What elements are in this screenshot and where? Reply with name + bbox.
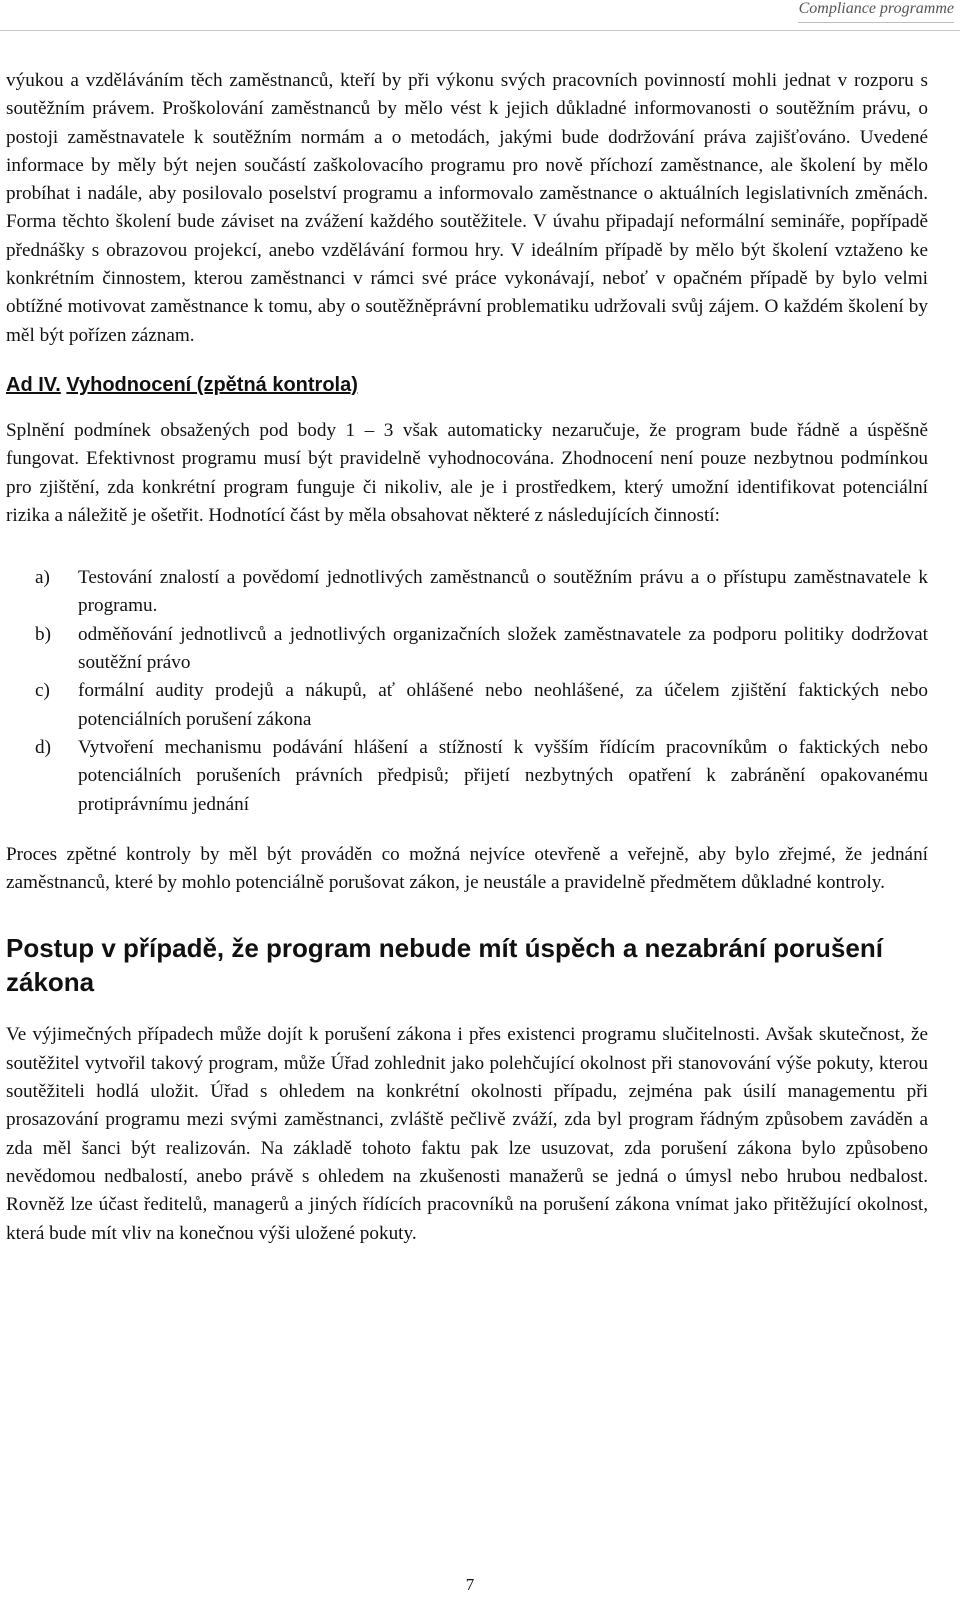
paragraph-training: výukou a vzděláváním těch zaměstnanců, kteří by při výkonu svých pracovních povinností mohli jednat v rozporu s soutěžním právem. Proškolování zaměstnanců by mělo vést k jejich důkladné informovanosti o soutěžním právu, o postoji zaměstnavatele k soutěžním normám a o metodách, jakými bude dodržování práva zajišťováno. Uvedené informace by měly být nejen součástí zaškolovacího programu pro nově příchozí zaměstnance, ale školení by mělo probíhat i nadále, aby posilovalo poselství programu a informovalo zaměstnance o aktuálních legislativních změnách. Forma těchto školení bude záviset na zvážení každého soutěžitele. V úvahu připadají neformální semináře, popřípadě přednášky s obrazovou projekcí, anebo vzdělávání formou hry. V ideálním případě by mělo být školení vztaženo ke konkrétním činnostem, kterou zaměstnanci v rámci své práce vykonávají, neboť v opačném případě by bylo velmi obtížné motivovat zaměstnance k tomu, aby o soutěžněprávní problematiku udržovali svůj zájem. O každém školení by měl být pořízen záznam. xyxy=(6,70,928,346)
list-item xyxy=(6,734,928,819)
section-heading-iv xyxy=(6,372,928,398)
list-item xyxy=(6,564,928,621)
page-number: 7 xyxy=(465,1575,475,1594)
list-item xyxy=(6,621,928,678)
list-item-text: Vytvoření mechanismu podávání hlášení a stížností k vyšším řídícím pracovníkům o faktických nebo potenciálních porušeních právních předpisů; přijetí nezbytných opatření k zabránění opakovanému protiprávnímu jednání xyxy=(78,736,928,815)
running-header: Compliance programme xyxy=(798,0,954,23)
paragraph-exceptional-cases: Ve výjimečných případech může dojít k porušení zákona i přes existenci programu slučitelnosti. Avšak skutečnost, že soutěžitel vytvořil takový program, může Úřad zohlednit jako polehčující okolnost při stanovování výše pokuty, kterou soutěžiteli hodlá uložit. Úřad s ohledem na konkrétní okolnosti případu, zejména pak úsilí managementu při prosazování programu mezi svými zaměstnanci, zvláště pečlivě zváží, zda byl program řádným způsobem zaváděn a zda měl šanci být realizován. Na základě tohoto faktu pak lze usuzovat, zda porušení zákona bylo způsobeno nevědomou nedbalostí, anebo právě s ohledem na zkušenosti manažerů se jedná o úmysl nebo hrubou nedbalost. Rovněž lze účast ředitelů, managerů a jiných řídících pracovníků na porušení zákona vnímat jako přitěžující okolnost, která bude mít vliv na konečnou výši uložené pokuty. xyxy=(6,1024,928,1244)
paragraph-feedback-process: Proces zpětné kontroly by měl být prováděn co možná nejvíce otevřeně a veřejně, aby bylo zřejmé, že jednání zaměstnanců, které by mohlo potenciálně porušovat zákon, je neustále a pravidelně předmětem důkladné kontroly. xyxy=(6,843,928,894)
spacer xyxy=(6,819,928,841)
page-content xyxy=(6,67,928,1248)
list-item-text: formální audity prodejů a nákupů, ať ohlášené nebo neohlášené, za účelem zjištění faktických nebo potenciálních porušení zákona xyxy=(78,680,928,730)
list-marker: d) xyxy=(35,736,51,758)
list-item-text: odměňování jednotlivců a jednotlivých organizačních složek zaměstnavatele za podporu politiky dodržovat soutěžní právo xyxy=(78,623,928,674)
activities-list xyxy=(6,564,928,819)
list-marker: a) xyxy=(35,567,50,589)
header-rule xyxy=(0,30,960,31)
list-marker: c) xyxy=(35,680,50,702)
heading-program-failure: Postup v případě, že program nebude mít úspěch a nezabrání porušení zákona xyxy=(6,933,883,998)
list-item xyxy=(6,677,928,734)
section-label: Ad IV. xyxy=(6,373,61,396)
list-item-text: Testování znalostí a povědomí jednotlivých zaměstnanců o soutěžním právu a o přístupu zaměstnavatele k programu. xyxy=(78,567,928,617)
list-marker: b) xyxy=(35,623,51,645)
section-title: Vyhodnocení (zpětná kontrola) xyxy=(66,373,358,396)
paragraph-evaluation: Splnění podmínek obsažených pod body 1 – 3 však automaticky nezaručuje, že program bude řádně a úspěšně fungovat. Efektivnost programu musí být pravidelně vyhodnocována. Zhodnocení není pouze nezbytnou podmínkou pro zjištění, zda konkrétní program funguje či nikoliv, ale je i prostředkem, který umožní identifikovat potenciální rizika a náležitě je ošetřit. Hodnotící část by měla obsahovat některé z následujících činností: xyxy=(6,419,928,526)
